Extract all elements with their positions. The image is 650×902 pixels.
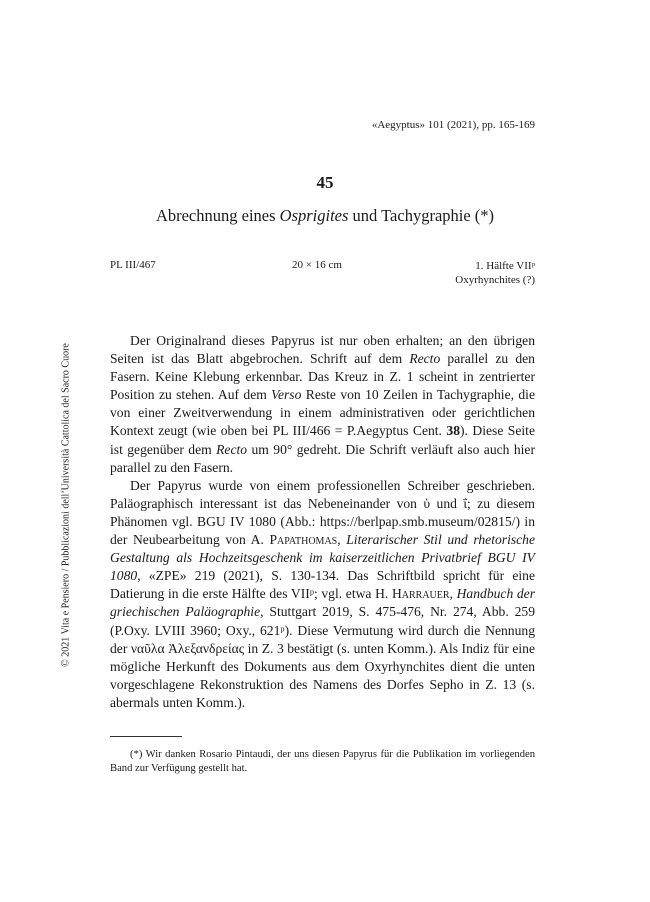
p1-recto-2: Recto <box>216 441 248 457</box>
footnote: (*) Wir danken Rosario Pintaudi, der uns diesen Papyrus für die Publikation im vorliegenden Band zur Verfügung gestellt hat. <box>110 749 535 774</box>
title-prefix: Abrechnung eines <box>155 206 280 225</box>
p1-text-b: parallel zu den Fasern. Keine Klebung erkennbar. Das Kreuz in Z. 1 scheint in zentrierter Position zu stehen. Auf dem <box>110 351 535 403</box>
p1-text-c: Reste von 10 Zeilen in Tachygraphie, die von einer Zweitverwendung in einem administrativen oder gerichtlichen Kontext zeugt (wie oben bei PL III/466 = P.Aegyptus Cent. <box>110 387 535 439</box>
p2-text-c: , «ZPE» 219 (2021), S. 130-134. Das Schriftbild spricht für eine Datierung in die erste Hälfte des VIIᵖ; vgl. etwa H. <box>110 568 535 602</box>
dimensions: 20 × 16 cm <box>292 259 342 271</box>
copyright-side-note: © 2021 Vita e Pensiero / Pubblicazioni dell’Università Cattolica del Sacro Cuore <box>60 343 72 667</box>
p1-verso: Verso <box>271 387 302 403</box>
journal-reference: «Aegyptus» 101 (2021), pp. 165-169 <box>371 119 535 131</box>
inventory-number: PL III/467 <box>110 259 156 271</box>
title-suffix: und Tachygraphie (*) <box>348 206 495 225</box>
body-text <box>110 332 535 712</box>
p2-title-1: Literarischer Stil und rhetorische Gestaltung als Hochzeitsgeschenk im kaiserzeitlichen Privatbrief BGU IV 1080 <box>110 532 536 584</box>
provenance: Oxyrhynchites (?) <box>455 274 535 286</box>
p2-text-d: , <box>449 586 457 602</box>
p1-recto: Recto <box>409 351 441 367</box>
p1-text-a: Der Originalrand dieses Papyrus ist nur oben erhalten; an den übrigen Seiten ist das Blatt abgebrochen. Schrift auf dem <box>110 333 535 367</box>
p2-text-a: Der Papyrus wurde von einem professionellen Schreiber geschrieben. Paläographisch interessant ist das Nebeneinander von ὑ und ΐ; zu diesem Phänomen vgl. BGU IV 1080 (Abb.: https://berlpap.smb.museum/02815/) in der Neubearbeitung von A. <box>110 477 535 548</box>
p1-text-d: ). Diese Seite ist gegenüber dem <box>110 423 535 457</box>
p2-author-1: Papathomas <box>269 532 338 548</box>
article-number: 45 <box>316 173 334 192</box>
p1-text-e: um 90° gedreht. Die Schrift verläuft also auch hier parallel zu den Fasern. <box>110 441 535 475</box>
p2-author-2: Harrauer <box>391 586 450 602</box>
paragraph-1 <box>110 332 535 477</box>
date-provenance <box>455 259 535 287</box>
p2-title-2: Handbuch der griechischen Paläographie <box>110 586 536 620</box>
date: 1. Hälfte VIIᵖ <box>475 260 535 272</box>
title-italic: Osprigites <box>279 206 349 225</box>
paragraph-2 <box>110 477 535 712</box>
p1-bold-number: 38 <box>446 423 461 439</box>
footnote-rule <box>110 736 182 737</box>
article-title <box>0 206 650 226</box>
p2-text-e: , Stuttgart 2019, S. 475-476, Nr. 274, Abb. 259 (P.Oxy. LVIII 3960; Oxy., 621ᵖ). Diese Vermutung wird durch die Nennung der ναῦλα Ἀλεξανδρείας in Z. 3 bestätigt (s. unten Komm.). Als Indiz für eine mögliche Herkunft des Dokuments aus dem Oxyrhynchites dient die unten vorgeschlagene Rekonstruktion des Namens des Dorfes Sepho in Z. 13 (s. abermals unten Komm.). <box>110 604 535 710</box>
p2-text-b: , <box>337 532 347 548</box>
